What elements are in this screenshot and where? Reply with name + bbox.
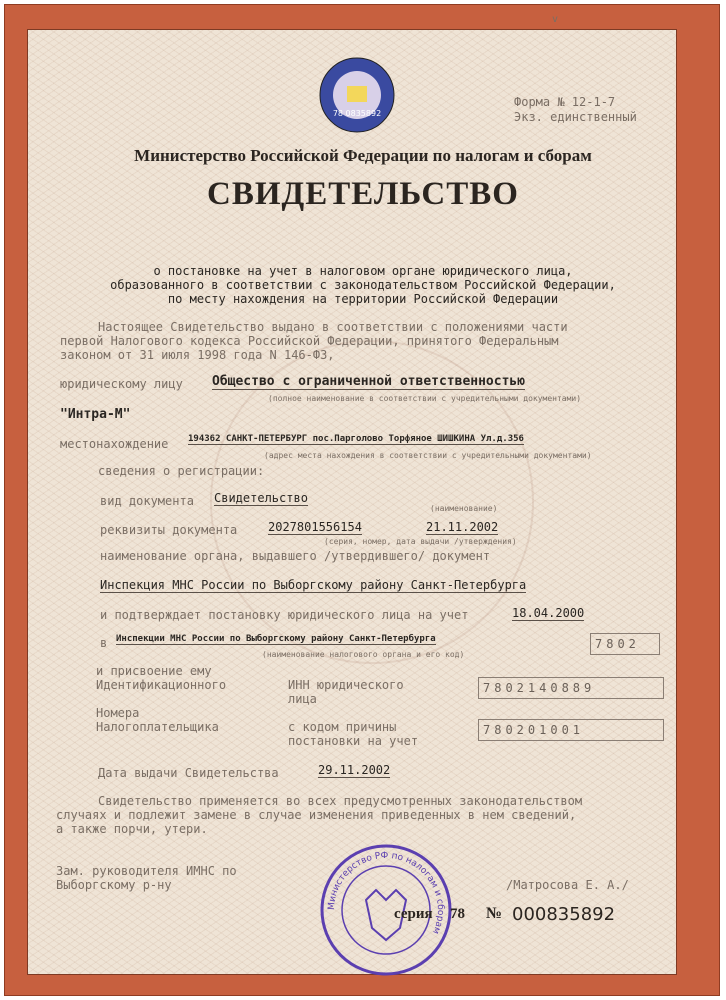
form-number: Форма № 12-1-7 xyxy=(514,95,616,109)
hologram-seal xyxy=(318,56,396,134)
assign-line-4: Налогоплательщика xyxy=(96,720,219,734)
doc-type-label: вид документа xyxy=(100,494,194,508)
tax-org-hint: (наименование налогового органа и его код) xyxy=(262,650,465,659)
requisites-number: 2027801556154 xyxy=(268,520,362,534)
assign-line-2: Идентификационного xyxy=(96,678,227,692)
series-label: серия xyxy=(394,906,433,922)
subtitle-line-3: по месту нахождения на территории Российской Федерации xyxy=(167,292,559,306)
signer-position-2: Выборгскому р-ну xyxy=(56,878,172,892)
assign-line-1: и присвоение ему xyxy=(96,664,212,678)
ministry-title: Министерство Российской Федерации по налогам и сборам xyxy=(134,146,592,165)
entity-name-continued: "Интра-М" xyxy=(60,407,131,422)
intro-line-3: законом от 31 июля 1998 года N 146-ФЗ, xyxy=(60,348,335,362)
requisites-date: 21.11.2002 xyxy=(426,520,499,534)
tax-org-prefix: в xyxy=(100,636,108,650)
issue-date-value: 29.11.2002 xyxy=(318,763,391,777)
kpp-label-1: с кодом причины xyxy=(288,720,397,734)
series-number: 78 xyxy=(450,906,465,922)
requisites-hint: (серия, номер, дата выдачи /утверждения) xyxy=(324,537,517,546)
signer-name: /Матросова Е. А./ xyxy=(506,878,629,892)
serial-number: 000835892 xyxy=(512,904,616,925)
entity-name-hint: (полное наименование в соответствии с учредительными документами) xyxy=(268,394,582,403)
document-title: СВИДЕТЕЛЬСТВО xyxy=(207,176,519,212)
confirm-text: и подтверждает постановку юридического лица на учет xyxy=(100,608,469,622)
assign-line-3: Номера xyxy=(96,706,140,720)
location-hint: (адрес места нахождения в соответствии с учредительными документами) xyxy=(264,451,592,460)
tax-code-box: 7802 xyxy=(590,633,660,655)
usage-line-2: случаях и подлежит замене в случае изменения приведенных в нем сведений, xyxy=(56,808,577,822)
hologram-number: 78 0835892 xyxy=(332,109,382,118)
subtitle-line-2: образованного в соответствии с законодательством Российской Федерации, xyxy=(110,278,616,292)
tax-org-value: Инспекции МНС России по Выборгскому району Санкт-Петербурга xyxy=(116,634,436,644)
corner-mark: v xyxy=(552,14,559,25)
location-label: местонахождение xyxy=(60,437,169,451)
usage-line-1: Свидетельство применяется во всех предусмотренных законодательством xyxy=(98,794,583,808)
signer-position-1: Зам. руководителя ИМНС по xyxy=(56,864,237,878)
doc-type-value: Свидетельство xyxy=(214,491,308,505)
entity-name: Общество с ограниченной ответственностью xyxy=(212,374,526,389)
copy-note: Экз. единственный xyxy=(514,110,637,124)
kpp-label-2: постановки на учет xyxy=(288,734,419,748)
issue-date-label: Дата выдачи Свидетельства xyxy=(98,766,279,780)
subtitle-line-1: о постановке на учет в налоговом органе юридического лица, xyxy=(153,264,573,278)
issuer-label: наименование органа, выдавшего /утвердившего/ документ xyxy=(100,549,491,563)
doc-type-hint: (наименование) xyxy=(430,504,498,513)
inn-box: 7802140889 xyxy=(478,677,664,699)
inn-label-1: ИНН юридического xyxy=(288,678,404,692)
intro-line-2: первой Налогового кодекса Российской Федерации, принятого Федеральным xyxy=(60,334,559,348)
location-value: 194362 САНКТ-ПЕТЕРБУРГ пос.Парголово Торфяное ШИШКИНА Ул.д.356 xyxy=(188,434,524,444)
intro-line-1: Настоящее Свидетельство выдано в соответствии с положениями части xyxy=(98,320,568,334)
kpp-box: 780201001 xyxy=(478,719,664,741)
official-stamp xyxy=(318,842,454,978)
inn-label-2: лица xyxy=(288,692,317,706)
confirm-date: 18.04.2000 xyxy=(512,606,585,620)
number-sign: № xyxy=(486,905,503,922)
entity-label: юридическому лицу xyxy=(60,377,183,391)
registration-label: сведения о регистрации: xyxy=(98,464,265,478)
stamp-text: Министерство РФ по налогам и сборам xyxy=(326,850,446,936)
requisites-label: реквизиты документа xyxy=(100,523,238,537)
usage-line-3: а также порчи, утери. xyxy=(56,822,208,836)
issuer-value: Инспекция МНС России по Выборгскому району Санкт-Петербурга xyxy=(100,578,527,592)
